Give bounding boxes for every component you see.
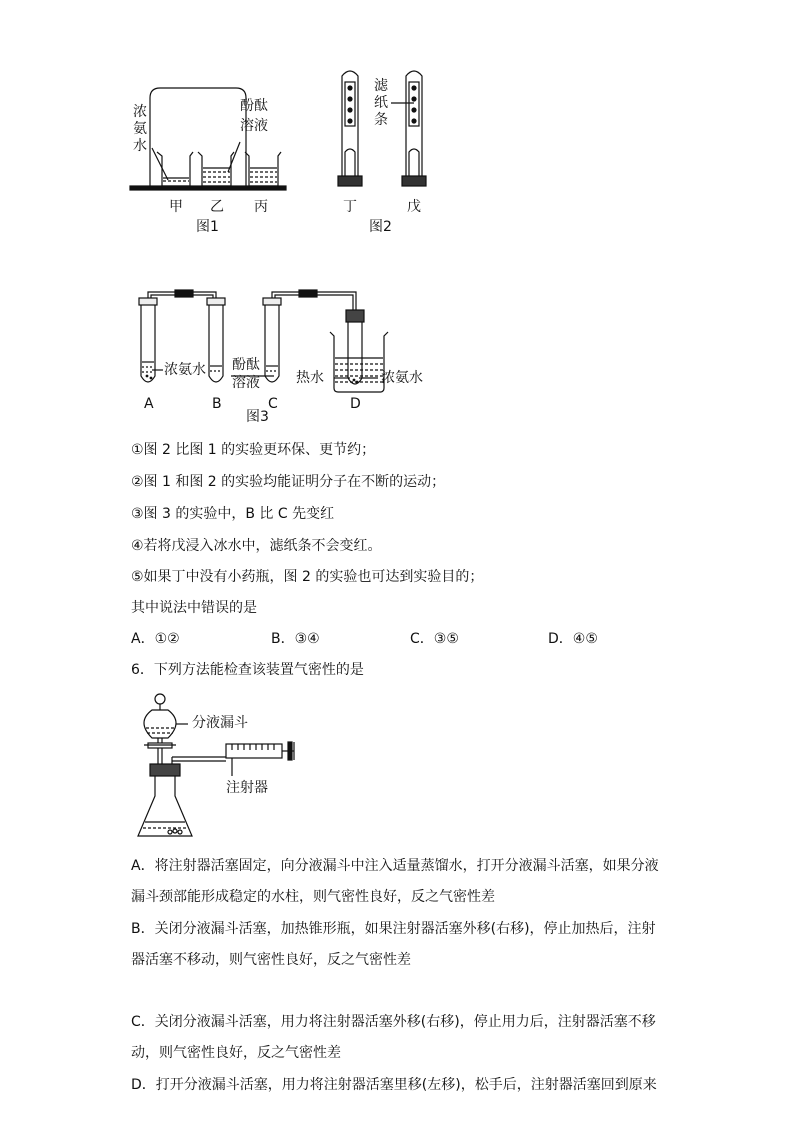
- statement-1: ①图 2 比图 1 的实验更环保、更节约；: [131, 442, 376, 458]
- q6-syringe-label: 注射器: [226, 780, 268, 796]
- q6-option-a-line2: 漏斗颈部能形成稳定的水柱，则气密性良好，反之气密性差: [131, 889, 495, 905]
- fig1-beaker-a-label: 甲: [169, 199, 183, 215]
- fig2-caption: 图2: [369, 219, 392, 235]
- fig3-beaker-d-label: D: [350, 396, 361, 412]
- fig3-tube-c-label: C: [268, 396, 278, 412]
- fig3-hot-water-label: 热水: [296, 370, 324, 386]
- q6-stem: 6．下列方法能检查该装置气密性的是: [131, 662, 364, 678]
- fig3-caption: 图3: [246, 409, 269, 425]
- q5-option-a[interactable]: A．①②: [131, 631, 180, 647]
- q6-funnel-label: 分液漏斗: [192, 715, 248, 731]
- fig3-ammonia-label-1: 浓氨水: [164, 362, 206, 378]
- q6-option-c-line2: 动，则气密性良好，反之气密性差: [131, 1045, 341, 1061]
- fig2-filter-paper-label: 滤纸条: [374, 78, 388, 128]
- statement-2: ②图 1 和图 2 的实验均能证明分子在不断的运动；: [131, 474, 446, 490]
- fig1-ammonia-label: 浓氨水: [133, 104, 147, 154]
- fig2-tube-d-label: 丁: [343, 199, 357, 215]
- q6-option-b-line1[interactable]: B．关闭分液漏斗活塞，加热锥形瓶，如果注射器活塞外移(右移)，停止加热后，注射: [131, 921, 656, 937]
- fig3-tube-a-label: A: [144, 396, 154, 412]
- question-prompt: 其中说法中错误的是: [131, 600, 257, 616]
- q6-option-c-line1[interactable]: C．关闭分液漏斗活塞，用力将注射器活塞外移(右移)，停止用力后，注射器活塞不移: [131, 1014, 656, 1030]
- q5-option-d[interactable]: D．④⑤: [548, 631, 598, 647]
- q5-option-b[interactable]: B．③④: [271, 631, 320, 647]
- fig2-tube-e-label: 戊: [407, 199, 421, 215]
- fig1-phenolphthalein-label-line2: 溶液: [240, 118, 268, 134]
- q6-option-d-line1[interactable]: D．打开分液漏斗活塞，用力将注射器活塞里移(左移)，松手后，注射器活塞回到原来: [131, 1077, 657, 1093]
- fig1-beaker-c-label: 丙: [254, 199, 268, 215]
- statement-4: ④若将戊浸入冰水中，滤纸条不会变红。: [131, 538, 382, 554]
- fig1-caption: 图1: [196, 219, 219, 235]
- q5-option-c[interactable]: C．③⑤: [410, 631, 459, 647]
- fig1-beaker-b-label: 乙: [210, 199, 224, 215]
- q6-option-b-line2: 器活塞不移动，则气密性良好，反之气密性差: [131, 952, 411, 968]
- fig3-phenolphthalein-label-line1: 酚酞: [232, 357, 260, 373]
- statement-5: ⑤如果丁中没有小药瓶，图 2 的实验也可达到实验目的；: [131, 569, 484, 585]
- fig3-phenolphthalein-label-line2: 溶液: [232, 375, 260, 391]
- fig3-ammonia-label-2: 浓氨水: [381, 370, 423, 386]
- statement-3: ③图 3 的实验中，B 比 C 先变红: [131, 506, 335, 522]
- q6-option-a-line1[interactable]: A．将注射器活塞固定，向分液漏斗中注入适量蒸馏水，打开分液漏斗活塞，如果分液: [131, 858, 659, 874]
- fig3-tube-b-label: B: [212, 396, 222, 412]
- fig1-phenolphthalein-label-line1: 酚酞: [240, 98, 268, 114]
